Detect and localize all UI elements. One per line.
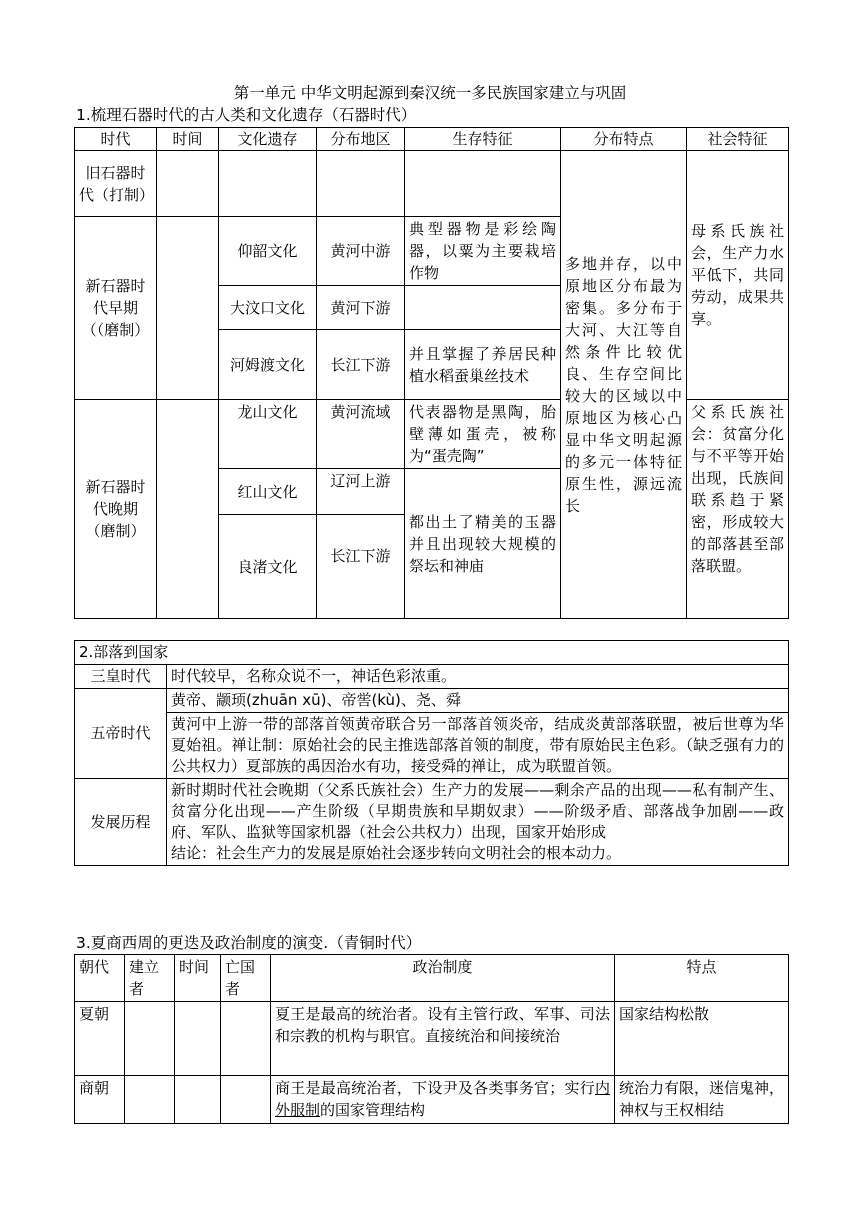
table-row [75, 779, 789, 866]
feature-jade: 都出土了精美的玉器并且出现较大规模的祭坛和神庙 [405, 469, 561, 619]
culture-longshan: 龙山文化 [219, 400, 317, 469]
feature-hemudu: 并且掌握了养居民种植水稻蚕巢丝技术 [405, 330, 561, 400]
table-row [75, 641, 789, 665]
dynasty-table [74, 954, 789, 1124]
header-region: 分布地区 [317, 128, 405, 151]
section3-heading: 3.夏商西周的更迭及政治制度的演变.（青铜时代） [76, 934, 422, 952]
region-yangshao: 黄河中游 [317, 217, 405, 286]
era-paleolithic: 旧石器时代（打制） [75, 151, 157, 217]
table-row [75, 689, 789, 779]
header-political-system: 政治制度 [271, 955, 615, 1002]
era-early-neolithic: 新石器时代早期（（磨制） [75, 217, 157, 400]
stone-age-table [74, 127, 789, 619]
table-header-row [75, 955, 789, 1002]
region-hongshan: 辽河上游 [317, 469, 405, 515]
culture-liangzhu: 良渚文化 [219, 515, 317, 619]
header-culture: 文化遗存 [219, 128, 317, 151]
section2-heading: 2.部落到国家 [75, 641, 789, 665]
table-row [75, 151, 789, 217]
region-liangzhu: 长江下游 [317, 515, 405, 619]
region-dawenkou: 黄河下游 [317, 286, 405, 330]
text-five-emperors: 黄河中上游一带的部落首领黄帝联合另一部落首领炎帝，结成炎黄部落联盟，被后世尊为华夏始祖。禅让制：原始社会的民主推选部落首领的制度，带有原始民主色彩。（缺乏强有力的公共权力）夏部族的禹因治水有功，接受舜的禅让，成为联盟首领。 [171, 715, 784, 775]
table-row [75, 665, 789, 689]
feature-yangshao: 典型器物是彩绘陶器，以粟为主要栽培作物 [405, 217, 561, 286]
patriarchal-society: 父系氏族社会：贫富分化与不平等开始出现，氏族间联系趋于紧密，形成较大的部落甚至部落联盟。 [687, 400, 789, 619]
section1-heading: 1.梳理石器时代的古人类和文化遗存（石器时代） [76, 106, 417, 124]
header-time: 时间 [157, 128, 219, 151]
culture-dawenkou: 大汶口文化 [219, 286, 317, 330]
tribe-to-state-table [74, 640, 789, 866]
header-fall: 亡国者 [221, 955, 271, 1002]
feature-shang: 统治力有限，迷信鬼神，神权与王权相结 [615, 1076, 789, 1124]
header-era: 时代 [75, 128, 157, 151]
culture-yangshao: 仰韶文化 [219, 217, 317, 286]
distribution-features: 多地并存，以中原地区分布最为密集。多分布于大河、大江等自然条件比较优良、生存空间比较大的区域以中原地区为核心凸显中华文明起源的多元一体特征原生性，源远流长 [561, 151, 687, 619]
inner-outer-system: 内外服制 [275, 1079, 610, 1119]
matriarchal-society: 母系氏族社会，生产力水平低下，共同劳动，成果共享。 [687, 151, 789, 400]
table-row [75, 1002, 789, 1076]
label-three-sovereigns: 三皇时代 [75, 665, 167, 689]
header-dynasty: 朝代 [75, 955, 125, 1002]
label-development: 发展历程 [75, 779, 167, 866]
header-survival: 生存特征 [405, 128, 561, 151]
header-time: 时间 [175, 955, 221, 1002]
text-development: 新时期时代社会晚期（父系氏族社会）生产力的发展——剩余产品的出现——私有制产生、贫富分化出现——产生阶级（早期贵族和早期奴隶）——阶级矛盾、部落战争加剧——政府、军队、监狱等国家机器（社会公共权力）出现，国家开始形成 [171, 781, 784, 841]
region-hemudu: 长江下游 [317, 330, 405, 400]
table-header-row [75, 128, 789, 151]
page-title: 第一单元 中华文明起源到秦汉统一多民族国家建立与巩固 [233, 84, 627, 102]
feature-xia: 国家结构松散 [615, 1002, 789, 1076]
culture-hemudu: 河姆渡文化 [219, 330, 317, 400]
system-shang: 商王是最高统治者，下设尹及各类事务官；实行内外服制的国家管理结构 [271, 1076, 615, 1124]
dynasty-xia: 夏朝 [75, 1002, 125, 1076]
header-society: 社会特征 [687, 128, 789, 151]
header-distribution: 分布特点 [561, 128, 687, 151]
table-row [75, 1076, 789, 1124]
culture-hongshan: 红山文化 [219, 469, 317, 515]
label-five-emperors: 五帝时代 [75, 689, 167, 779]
text-three-sovereigns: 时代较早，名称众说不一，神话色彩浓重。 [167, 665, 789, 689]
header-features: 特点 [615, 955, 789, 1002]
header-founder: 建立者 [125, 955, 175, 1002]
region-longshan: 黄河流域 [317, 400, 405, 469]
feature-longshan: 代表器物是黑陶，胎壁薄如蛋壳，被称为“蛋壳陶” [405, 400, 561, 469]
dynasty-shang: 商朝 [75, 1076, 125, 1124]
conclusion: 结论：社会生产力的发展是原始社会逐步转向文明社会的根本动力。 [171, 844, 622, 862]
era-late-neolithic: 新石器时代晚期（磨制） [75, 400, 157, 619]
emperors-list: 黄帝、颛顼(zhuān xū)、帝喾(kù)、尧、舜 [167, 689, 788, 713]
system-xia: 夏王是最高的统治者。设有主管行政、军事、司法和宗教的机构与职官。直接统治和间接统治 [271, 1002, 615, 1076]
